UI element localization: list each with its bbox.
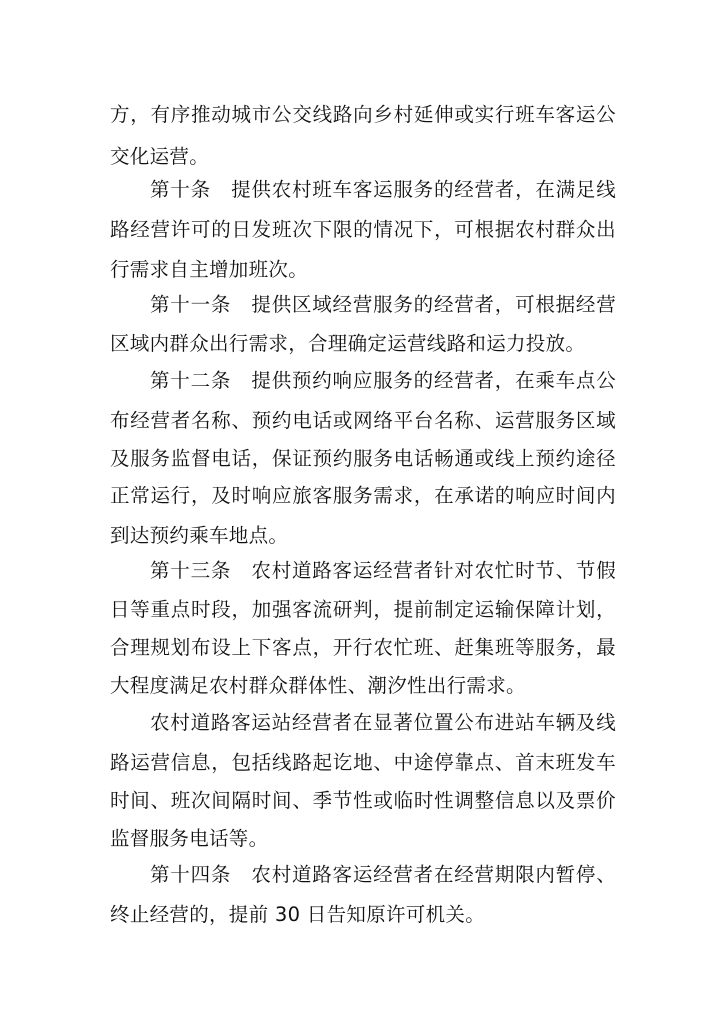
text-line: 时间、班次间隔时间、季节性或临时性调整信息以及票价 xyxy=(110,789,616,812)
text-line: 终止经营的，提前 30 日告知原许可机关。 xyxy=(110,903,486,926)
article-12-heading-line: 第十二条 提供预约响应服务的经营者，在乘车点公 xyxy=(150,369,616,392)
article-14-heading-line: 第十四条 农村道路客运经营者在经营期限内暂停、 xyxy=(150,863,616,886)
text-line: 方，有序推动城市公交线路向乡村延伸或实行班车客运公 xyxy=(110,103,616,126)
paragraph-start-line: 农村道路客运站经营者在显著位置公布进站车辆及线 xyxy=(150,711,616,734)
text-line: 路经营许可的日发班次下限的情况下，可根据农村群众出 xyxy=(110,218,616,241)
article-10-heading-line: 第十条 提供农村班车客运服务的经营者，在满足线 xyxy=(150,178,616,201)
article-11-heading-line: 第十一条 提供区域经营服务的经营者，可根据经营 xyxy=(150,293,616,316)
text-line: 监督服务电话等。 xyxy=(110,827,269,850)
text-line: 行需求自主增加班次。 xyxy=(110,258,309,281)
text-line: 布经营者名称、预约电话或网络平台名称、运营服务区域 xyxy=(110,409,616,432)
text-line: 日等重点时段，加强客流研判，提前制定运输保障计划， xyxy=(110,598,616,621)
text-line: 正常运行，及时响应旅客服务需求，在承诺的响应时间内 xyxy=(110,484,616,507)
article-13-heading-line: 第十三条 农村道路客运经营者针对农忙时节、节假 xyxy=(150,559,616,582)
text-line: 交化运营。 xyxy=(110,145,210,168)
text-line: 大程度满足农村群众群体性、潮汐性出行需求。 xyxy=(110,674,526,697)
text-line: 合理规划布设上下客点，开行农忙班、赶集班等服务，最 xyxy=(110,636,616,659)
text-line: 区域内群众出行需求，合理确定运营线路和运力投放。 xyxy=(110,332,586,355)
text-line: 到达预约乘车地点。 xyxy=(110,524,289,547)
text-line: 路运营信息，包括线路起讫地、中途停靠点、首末班发车 xyxy=(110,751,616,774)
text-line: 及服务监督电话，保证预约服务电话畅通或线上预约途径 xyxy=(110,447,616,470)
